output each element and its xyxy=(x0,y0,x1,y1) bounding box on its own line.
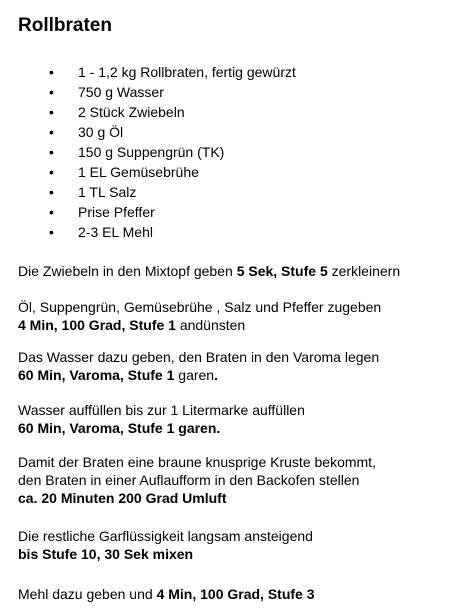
ingredient-text: 1 - 1,2 kg Rollbraten, fertig gewürzt xyxy=(78,64,296,80)
list-item xyxy=(0,122,296,142)
bullet-icon: • xyxy=(49,184,54,200)
step-setting: 4 Min, 100 Grad, Stufe 1 xyxy=(18,317,176,333)
step-3 xyxy=(18,348,379,384)
step-text: andünsten xyxy=(175,317,246,333)
list-item xyxy=(0,182,296,202)
ingredient-text: 1 EL Gemüsebrühe xyxy=(78,164,199,180)
step-setting: 4 Min, 100 Grad, Stufe 3 xyxy=(156,586,315,602)
list-item xyxy=(0,82,296,102)
bullet-icon: • xyxy=(49,84,54,100)
ingredient-text: 1 TL Salz xyxy=(78,184,137,200)
step-1 xyxy=(18,262,400,280)
step-2 xyxy=(18,298,381,334)
step-text: garen xyxy=(174,367,215,383)
bullet-icon: • xyxy=(49,104,54,120)
bullet-icon: • xyxy=(49,204,54,220)
step-setting: 60 Min, Varoma, Stufe 1 garen. xyxy=(18,420,221,436)
ingredient-text: 2 Stück Zwiebeln xyxy=(78,104,185,120)
step-setting: 60 Min, Varoma, Stufe 1 xyxy=(18,367,175,383)
step-setting: ca. 20 Minuten 200 Grad Umluft xyxy=(18,490,227,506)
bullet-icon: • xyxy=(49,144,54,160)
step-text: Mehl dazu geben und xyxy=(18,586,157,602)
ingredient-text: 150 g Suppengrün (TK) xyxy=(78,144,225,160)
bullet-icon: • xyxy=(49,164,54,180)
list-item xyxy=(0,162,296,182)
ingredient-text: Prise Pfeffer xyxy=(78,204,155,220)
step-4 xyxy=(18,401,305,437)
step-text: Die restliche Garflüssigkeit langsam ansteigend xyxy=(18,528,313,544)
recipe-title: Rollbraten xyxy=(18,15,112,36)
list-item xyxy=(0,102,296,122)
step-text: zerkleinern xyxy=(327,263,401,279)
bullet-icon: • xyxy=(49,224,54,240)
step-text: Öl, Suppengrün, Gemüsebrühe , Salz und Pfeffer zugeben xyxy=(18,299,382,315)
ingredient-text: 30 g Öl xyxy=(78,124,124,140)
step-setting: bis Stufe 10, 30 Sek mixen xyxy=(18,546,194,562)
step-period: . xyxy=(214,367,218,383)
ingredient-text: 750 g Wasser xyxy=(78,84,164,100)
step-6 xyxy=(18,527,313,563)
list-item xyxy=(0,62,296,82)
step-text: den Braten in einer Auflaufform in den Backofen stellen xyxy=(18,472,360,488)
step-7 xyxy=(18,585,315,603)
ingredient-list xyxy=(0,62,296,242)
bullet-icon: • xyxy=(49,64,54,80)
step-text: Damit der Braten eine braune knusprige Kruste bekommt, xyxy=(18,454,376,470)
step-setting: 5 Sek, Stufe 5 xyxy=(236,263,328,279)
list-item xyxy=(0,202,296,222)
step-text: Wasser auffüllen bis zur 1 Litermarke auffüllen xyxy=(18,402,305,418)
step-text: Die Zwiebeln in den Mixtopf geben xyxy=(18,263,237,279)
step-text: Das Wasser dazu geben, den Braten in den Varoma legen xyxy=(18,349,380,365)
step-5 xyxy=(18,453,376,507)
ingredient-text: 2-3 EL Mehl xyxy=(78,224,153,240)
list-item xyxy=(0,222,296,242)
list-item xyxy=(0,142,296,162)
bullet-icon: • xyxy=(49,124,54,140)
